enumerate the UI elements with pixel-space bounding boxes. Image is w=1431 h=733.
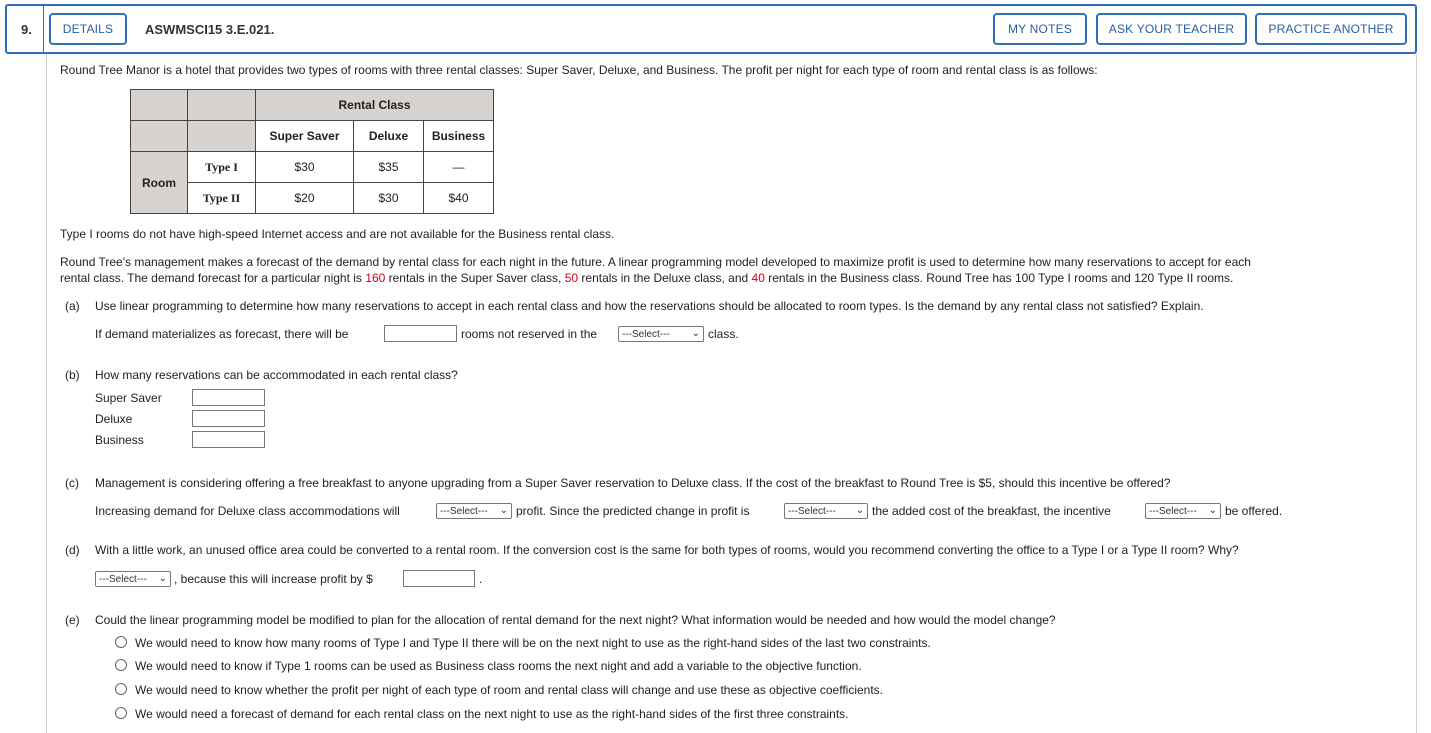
option-radio-2[interactable] (115, 659, 127, 671)
business-input[interactable] (192, 431, 265, 448)
profit-table (130, 89, 494, 214)
select-value: ---Select--- (440, 505, 488, 517)
part-d-text1: , because this will increase profit by $ (174, 572, 373, 586)
part-c-letter: (c) (65, 476, 79, 490)
table-cell: $20 (256, 183, 354, 214)
management-text-line2 (60, 271, 1233, 285)
col-business: Business (424, 121, 494, 152)
col-deluxe: Deluxe (354, 121, 424, 152)
text-span: rentals in the Business class. Round Tree has 100 Type I rooms and 120 Type II rooms. (764, 271, 1234, 285)
profit-comparison-select[interactable] (784, 503, 868, 519)
option-radio-3[interactable] (115, 683, 127, 695)
table-cell: $30 (256, 152, 354, 183)
incentive-select[interactable] (1145, 503, 1221, 519)
rooms-not-reserved-input[interactable] (384, 325, 457, 342)
option-label-2: We would need to know if Type 1 rooms can be used as Business class rooms the next night and add a variable to the objective function. (135, 659, 862, 673)
row-label-type-ii: Type II (188, 183, 256, 214)
option-radio-1[interactable] (115, 636, 127, 648)
part-a-letter: (a) (65, 299, 80, 313)
table-corner (131, 121, 188, 152)
super-saver-input[interactable] (192, 389, 265, 406)
question-header (5, 4, 1417, 54)
part-c-text2: profit. Since the predicted change in profit is (516, 504, 750, 518)
chevron-down-icon: ⌄ (855, 505, 864, 516)
practice-another-button[interactable]: PRACTICE ANOTHER (1255, 13, 1407, 45)
col-super-saver: Super Saver (256, 121, 354, 152)
demand-super-saver: 160 (365, 271, 386, 285)
deluxe-label: Deluxe (95, 412, 133, 426)
rental-class-header: Rental Class (256, 90, 494, 121)
super-saver-label: Super Saver (95, 391, 162, 405)
table-cell: — (424, 152, 494, 183)
part-a-prefix: If demand materializes as forecast, there will be (95, 327, 349, 341)
business-label: Business (95, 433, 144, 447)
chevron-down-icon: ⌄ (1208, 505, 1217, 516)
part-c-text3: the added cost of the breakfast, the incentive (872, 504, 1111, 518)
room-label: Room (131, 152, 188, 214)
select-value: ---Select--- (99, 573, 147, 585)
part-e-letter: (e) (65, 613, 80, 627)
select-value: ---Select--- (622, 328, 670, 340)
text-span: rental class. The demand forecast for a particular night is (60, 271, 366, 285)
option-label-3: We would need to know whether the profit per night of each type of room and rental class will change and use these as objective coefficients. (135, 683, 883, 697)
table-corner (188, 90, 256, 121)
part-a-mid: rooms not reserved in the (461, 327, 598, 341)
my-notes-button[interactable]: MY NOTES (993, 13, 1087, 45)
part-a-suffix: class. (708, 327, 739, 341)
text-span: rentals in the Super Saver class, (385, 271, 565, 285)
profit-increase-input[interactable] (403, 570, 475, 587)
part-d-question: With a little work, an unused office area could be converted to a rental room. If the conversion cost is the same for both types of rooms, would you recommend converting the office to a Type I or a Type II room? Why? (95, 543, 1239, 557)
table-corner (188, 121, 256, 152)
note-text: Type I rooms do not have high-speed Internet access and are not available for the Business rental class. (60, 227, 615, 241)
table-cell: $40 (424, 183, 494, 214)
option-label-1: We would need to know how many rooms of Type I and Type II there will be on the next night to use as the right-hand sides of the last two constraints. (135, 636, 931, 650)
intro-text: Round Tree Manor is a hotel that provides two types of rooms with three rental classes: Super Saver, Deluxe, and Business. The profit per night for each type of room and rental class is as follows: (60, 63, 1098, 77)
room-type-select[interactable] (95, 571, 171, 587)
rental-class-select[interactable] (618, 326, 704, 342)
profit-effect-select[interactable] (436, 503, 512, 519)
question-number: 9. (21, 22, 32, 37)
chevron-down-icon: ⌄ (691, 328, 700, 339)
part-d-letter: (d) (65, 543, 80, 557)
ask-your-teacher-button[interactable]: ASK YOUR TEACHER (1096, 13, 1247, 45)
part-a-question: Use linear programming to determine how many reservations to accept in each rental class and how the reservations should be allocated to room types. Is the demand by any rental class not satisfied? Explain. (95, 299, 1204, 313)
part-c-text1: Increasing demand for Deluxe class accommodations will (95, 504, 400, 518)
management-text-line1: Round Tree's management makes a forecast of the demand by rental class for each night in the future. A linear programming model developed to maximize profit is used to determine how many reservations to accept for each (60, 255, 1251, 269)
row-label-type-i: Type I (188, 152, 256, 183)
option-radio-4[interactable] (115, 707, 127, 719)
table-cell: $35 (354, 152, 424, 183)
header-divider (43, 6, 44, 52)
part-b-letter: (b) (65, 368, 80, 382)
deluxe-input[interactable] (192, 410, 265, 427)
text-span: rentals in the Deluxe class, and (578, 271, 752, 285)
option-label-4: We would need a forecast of demand for each rental class on the next night to use as the right-hand sides of the first three constraints. (135, 707, 849, 721)
part-b-question: How many reservations can be accommodated in each rental class? (95, 368, 458, 382)
table-cell: $30 (354, 183, 424, 214)
part-c-question: Management is considering offering a free breakfast to anyone upgrading from a Super Saver reservation to Deluxe class. If the cost of the breakfast to Round Tree is $5, should this incentive be offered? (95, 476, 1171, 490)
part-e-question: Could the linear programming model be modified to plan for the allocation of rental demand for the next night? What information would be needed and how would the model change? (95, 613, 1056, 627)
chevron-down-icon: ⌄ (499, 505, 508, 516)
select-value: ---Select--- (1149, 505, 1197, 517)
question-id: ASWMSCI15 3.E.021. (145, 22, 275, 37)
demand-business: 40 (751, 271, 765, 285)
table-corner (131, 90, 188, 121)
demand-deluxe: 50 (564, 271, 579, 285)
details-button[interactable]: DETAILS (49, 13, 127, 45)
select-value: ---Select--- (788, 505, 836, 517)
part-c-text4: be offered. (1225, 504, 1283, 518)
question-body (46, 54, 1417, 733)
chevron-down-icon: ⌄ (158, 573, 167, 584)
part-d-text2: . (479, 572, 483, 586)
